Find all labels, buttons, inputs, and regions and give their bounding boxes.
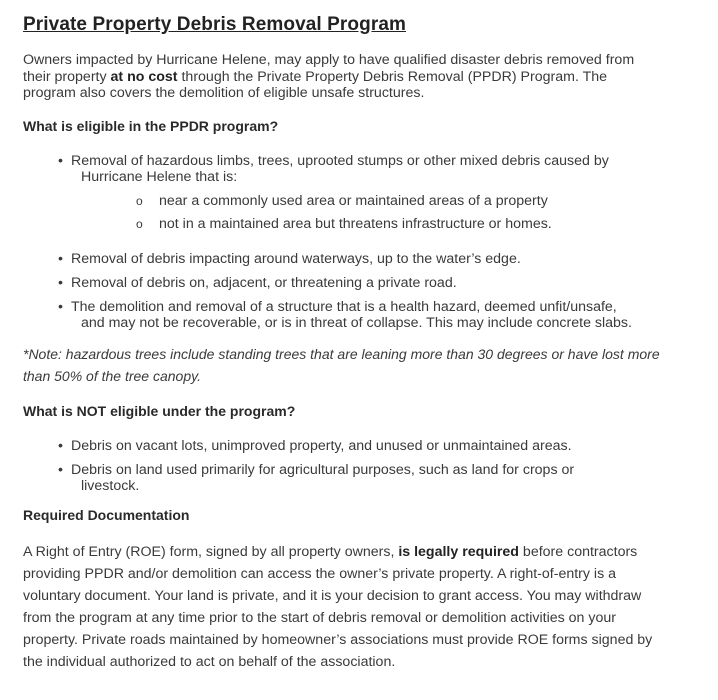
not-eligible-item: [58, 462, 658, 494]
intro-paragraph: [23, 52, 663, 102]
documentation-bold: is legally required: [398, 544, 519, 560]
not-eligible-item: [58, 438, 658, 454]
eligible-item-line2: Hurricane Helene that is:: [81, 169, 238, 185]
bullet-icon: •: [58, 299, 63, 315]
documentation-text-1: A Right of Entry (ROE) form, signed by all property owners,: [23, 544, 399, 560]
eligible-item: [58, 299, 678, 331]
eligible-item-line2: and may not be recoverable, or is in threat of collapse. This may include concrete slabs.: [81, 315, 632, 331]
not-eligible-item-line1: Debris on land used primarily for agricultural purposes, such as land for crops or: [71, 462, 575, 478]
documentation-text-2: before contractors providing PPDR and/or demolition can access the owner’s private property. A right-of-entry is a voluntary document. Your land is private, and it is your decision to grant access. You may withdraw from the program at any time prior to the start of debris removal or demolition activities on your property. Private roads maintained by homeowner’s associations must provide ROE forms signed by the individual authorized to act on behalf of the association.: [23, 544, 653, 670]
bullet-icon: •: [58, 275, 63, 291]
intro-text-1: Owners impacted by Hurricane Helene, may apply to have qualified disaster debris removed from their property: [23, 52, 635, 85]
not-eligible-item-line1: Debris on vacant lots, unimproved property, and unused or unmaintained areas.: [71, 438, 572, 454]
eligible-item-line1: Removal of hazardous limbs, trees, uprooted stumps or other mixed debris caused by: [71, 153, 609, 169]
circle-bullet-icon: o: [136, 217, 143, 231]
eligible-heading: What is eligible in the PPDR program?: [23, 118, 279, 134]
documentation-heading: Required Documentation: [23, 507, 190, 523]
page-title: Private Property Debris Removal Program: [23, 14, 406, 35]
intro-bold: at no cost: [110, 68, 178, 85]
intro-text-2: through the Private Property Debris Removal (PPDR) Program. The program also covers the demolition of eligible unsafe structures.: [23, 68, 608, 101]
eligible-item-line1: Removal of debris on, adjacent, or threatening a private road.: [71, 275, 457, 291]
eligible-item: [58, 153, 658, 185]
eligible-subitem-text: not in a maintained area but threatens infrastructure or homes.: [159, 216, 552, 232]
circle-bullet-icon: o: [136, 194, 143, 208]
bullet-icon: •: [58, 462, 63, 478]
eligible-item-line1: Removal of debris impacting around waterways, up to the water’s edge.: [71, 251, 521, 267]
not-eligible-heading: What is NOT eligible under the program?: [23, 403, 296, 419]
eligible-item: [58, 275, 658, 291]
not-eligible-item-line2: livestock.: [81, 478, 140, 494]
documentation-paragraph: [23, 541, 663, 673]
bullet-icon: •: [58, 251, 63, 267]
bullet-icon: •: [58, 153, 63, 169]
eligible-subitem-text: near a commonly used area or maintained areas of a property: [159, 193, 548, 209]
eligible-item: [58, 251, 658, 267]
eligible-item-line1: The demolition and removal of a structure that is a health hazard, deemed unfit/unsafe,: [71, 299, 617, 315]
bullet-icon: •: [58, 438, 63, 454]
note-text: *Note: hazardous trees include standing trees that are leaning more than 30 degrees or have lost more than 50% of the tree canopy.: [23, 346, 660, 384]
